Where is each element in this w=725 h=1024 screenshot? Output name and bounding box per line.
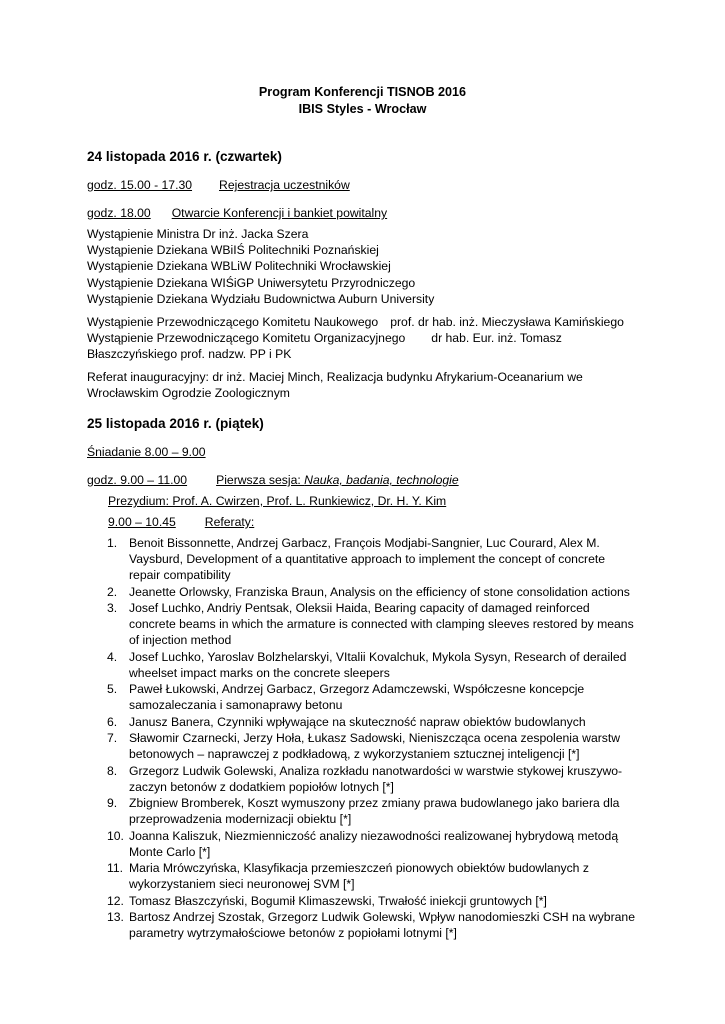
paper-item — [87, 795, 647, 827]
session-line — [87, 472, 459, 488]
paper-number: 7. — [107, 731, 118, 745]
registration-label: Rejestracja uczestników — [219, 178, 350, 192]
chair-organizing-name: dr hab. Eur. inż. Tomasz — [431, 331, 562, 346]
paper-text-line: samozaleczania i samonaprawy betonu — [129, 698, 343, 712]
paper-item — [87, 535, 647, 583]
paper-item — [87, 681, 647, 713]
paper-number: 9. — [107, 796, 118, 810]
paper-text-line: zaczyn betonów z dodatkiem popiołów lotnych [*] — [129, 779, 394, 794]
paper-number: 6. — [107, 714, 118, 729]
presidium-line: Prezydium: Prof. A. Cwirzen, Prof. L. Runkiewicz, Dr. H. Y. Kim — [108, 494, 447, 508]
paper-text-line: Jeanette Orlowsky, Franziska Braun, Analysis on the efficiency of stone consolidation actions — [129, 584, 630, 599]
paper-text-line: Joanna Kaliszuk, Niezmienniczość analizy niezawodności realizowanej hybrydową metodą — [129, 828, 619, 843]
opening-line — [87, 205, 387, 221]
day2-heading: 25 listopada 2016 r. (piątek) — [87, 416, 264, 431]
keynote — [87, 369, 647, 401]
paper-text-line: Josef Luchko, Yaroslav Bolzhelarskyi, VItalii Kovalchuk, Mykola Sysyn, Research of derailed — [129, 649, 627, 664]
papers-time: 9.00 – 10.45 — [108, 515, 176, 529]
chair-organizing-label: Wystąpienie Przewodniczącego Komitetu Organizacyjnego — [87, 331, 406, 346]
paper-number: 8. — [107, 763, 118, 778]
papers-label: Referaty: — [204, 515, 255, 529]
paper-number: 12. — [107, 893, 124, 908]
paper-text-line: Benoit Bissonnette, Andrzej Garbacz, François Modjabi-Sangnier, Luc Courard, Alex M. — [129, 536, 600, 550]
speech-item: Wystąpienie Dziekana WIŚiGP Uniwersytetu Przyrodniczego — [87, 275, 416, 290]
session-label: Pierwsza sesja: — [216, 473, 305, 487]
paper-text-line: Sławomir Czarnecki, Jerzy Hoła, Łukasz Sadowski, Nieniszcząca ocena zespolenia warstw — [129, 731, 621, 745]
paper-text-line: Janusz Banera, Czynniki wpływające na skuteczność napraw obiektów budowlanych — [129, 714, 586, 729]
paper-number: 2. — [107, 584, 118, 599]
paper-text-line: wykorzystaniem sieci neuronowej SVM [*] — [129, 877, 355, 891]
session-time: godz. 9.00 – 11.00 — [87, 473, 188, 487]
papers-header — [108, 514, 254, 530]
paper-number: 13. — [107, 910, 124, 924]
session-topic: Nauka, badania, technologie — [304, 473, 459, 487]
paper-item — [87, 714, 647, 730]
paper-text-line: of injection method — [129, 633, 232, 647]
paper-number: 4. — [107, 649, 118, 664]
papers-list — [87, 535, 647, 942]
paper-text-line: Monte Carlo [*] — [129, 844, 211, 859]
paper-text-line: parametry wytrzymałościowe betonów z popiołami lotnymi [*] — [129, 926, 457, 940]
registration-line — [87, 177, 350, 193]
speech-item: Wystąpienie Dziekana WBLiW Politechniki Wrocławskiej — [87, 259, 391, 274]
conference-title: Program Konferencji TISNOB 2016 — [258, 85, 467, 99]
paper-text-line: Zbigniew Bromberek, Koszt wymuszony przez zmiany prawa budowlanego jako bariera dla — [129, 796, 620, 810]
speech-item: Wystąpienie Dziekana Wydziału Budownictwa Auburn University — [87, 291, 435, 306]
chair-scientific-name: prof. dr hab. inż. Mieczysława Kamińskiego — [390, 315, 624, 329]
paper-text-line: wheelset impact marks on the concrete sleepers — [129, 665, 390, 680]
paper-text-line: concrete beams in which the armature is connected with clamping sleeves restored by means — [129, 617, 634, 631]
speech-item: Wystąpienie Ministra Dr inż. Jacka Szera — [87, 227, 309, 241]
paper-text-line: Josef Luchko, Andriy Pentsak, Oleksii Haida, Bearing capacity of damaged reinforced — [129, 601, 590, 615]
paper-text-line: repair compatibility — [129, 568, 231, 582]
speeches-list — [87, 226, 647, 307]
chair-organizing-name-cont: Błaszczyńskiego prof. nadzw. PP i PK — [87, 347, 292, 362]
paper-text-line: Maria Mrówczyńska, Klasyfikacja przemieszczeń pionowych obiektów budowlanych z — [129, 861, 589, 875]
paper-item — [87, 763, 647, 795]
paper-number: 11. — [107, 861, 124, 875]
paper-text-line: Bartosz Andrzej Szostak, Grzegorz Ludwik Golewski, Wpływ nanodomieszki CSH na wybrane — [129, 910, 635, 924]
conference-venue: IBIS Styles - Wrocław — [298, 102, 427, 116]
paper-text-line: Vaysburd, Development of a quantitative approach to implement the concept of concrete — [129, 552, 606, 566]
paper-text-line: Tomasz Błaszczyński, Bogumił Klimaszewski, Trwałość iniekcji gruntowych [*] — [129, 893, 547, 908]
paper-number: 1. — [107, 536, 118, 550]
registration-time: godz. 15.00 - 17.30 — [87, 178, 193, 192]
paper-text-line: Grzegorz Ludwik Golewski, Analiza rozkładu nanotwardości w warstwie stykowej kruszywo- — [129, 763, 623, 778]
keynote-line: Wrocławskim Ogrodzie Zoologicznym — [87, 386, 290, 401]
paper-item — [87, 860, 647, 892]
breakfast-line: Śniadanie 8.00 – 9.00 — [87, 445, 206, 459]
keynote-line: Referat inauguracyjny: dr inż. Maciej Minch, Realizacja budynku Afrykarium-Oceanarium we — [87, 370, 583, 384]
paper-number: 10. — [107, 828, 124, 843]
opening-time: godz. 18.00 — [87, 206, 151, 220]
paper-item — [87, 584, 647, 600]
paper-item — [87, 828, 647, 860]
paper-text-line: Paweł Łukowski, Andrzej Garbacz, Grzegorz Adamczewski, Współczesne koncepcje — [129, 682, 585, 696]
committee-chairs — [87, 314, 647, 363]
paper-number: 5. — [107, 682, 118, 696]
paper-text-line: przeprowadzenia modernizacji obiektu [*] — [129, 812, 352, 826]
paper-item — [87, 893, 647, 909]
paper-item — [87, 730, 647, 762]
chair-scientific-label: Wystąpienie Przewodniczącego Komitetu Naukowego — [87, 315, 379, 329]
paper-number: 3. — [107, 601, 118, 615]
opening-label: Otwarcie Konferencji i bankiet powitalny — [171, 206, 388, 220]
speech-item: Wystąpienie Dziekana WBiIŚ Politechniki Poznańskiej — [87, 243, 379, 258]
paper-item — [87, 649, 647, 681]
paper-item — [87, 909, 647, 941]
day1-heading: 24 listopada 2016 r. (czwartek) — [87, 149, 282, 164]
paper-item — [87, 600, 647, 648]
paper-text-line: betonowych – naprawczej z podkładową, z wykorzystaniem sztucznej inteligencji [*] — [129, 747, 580, 761]
